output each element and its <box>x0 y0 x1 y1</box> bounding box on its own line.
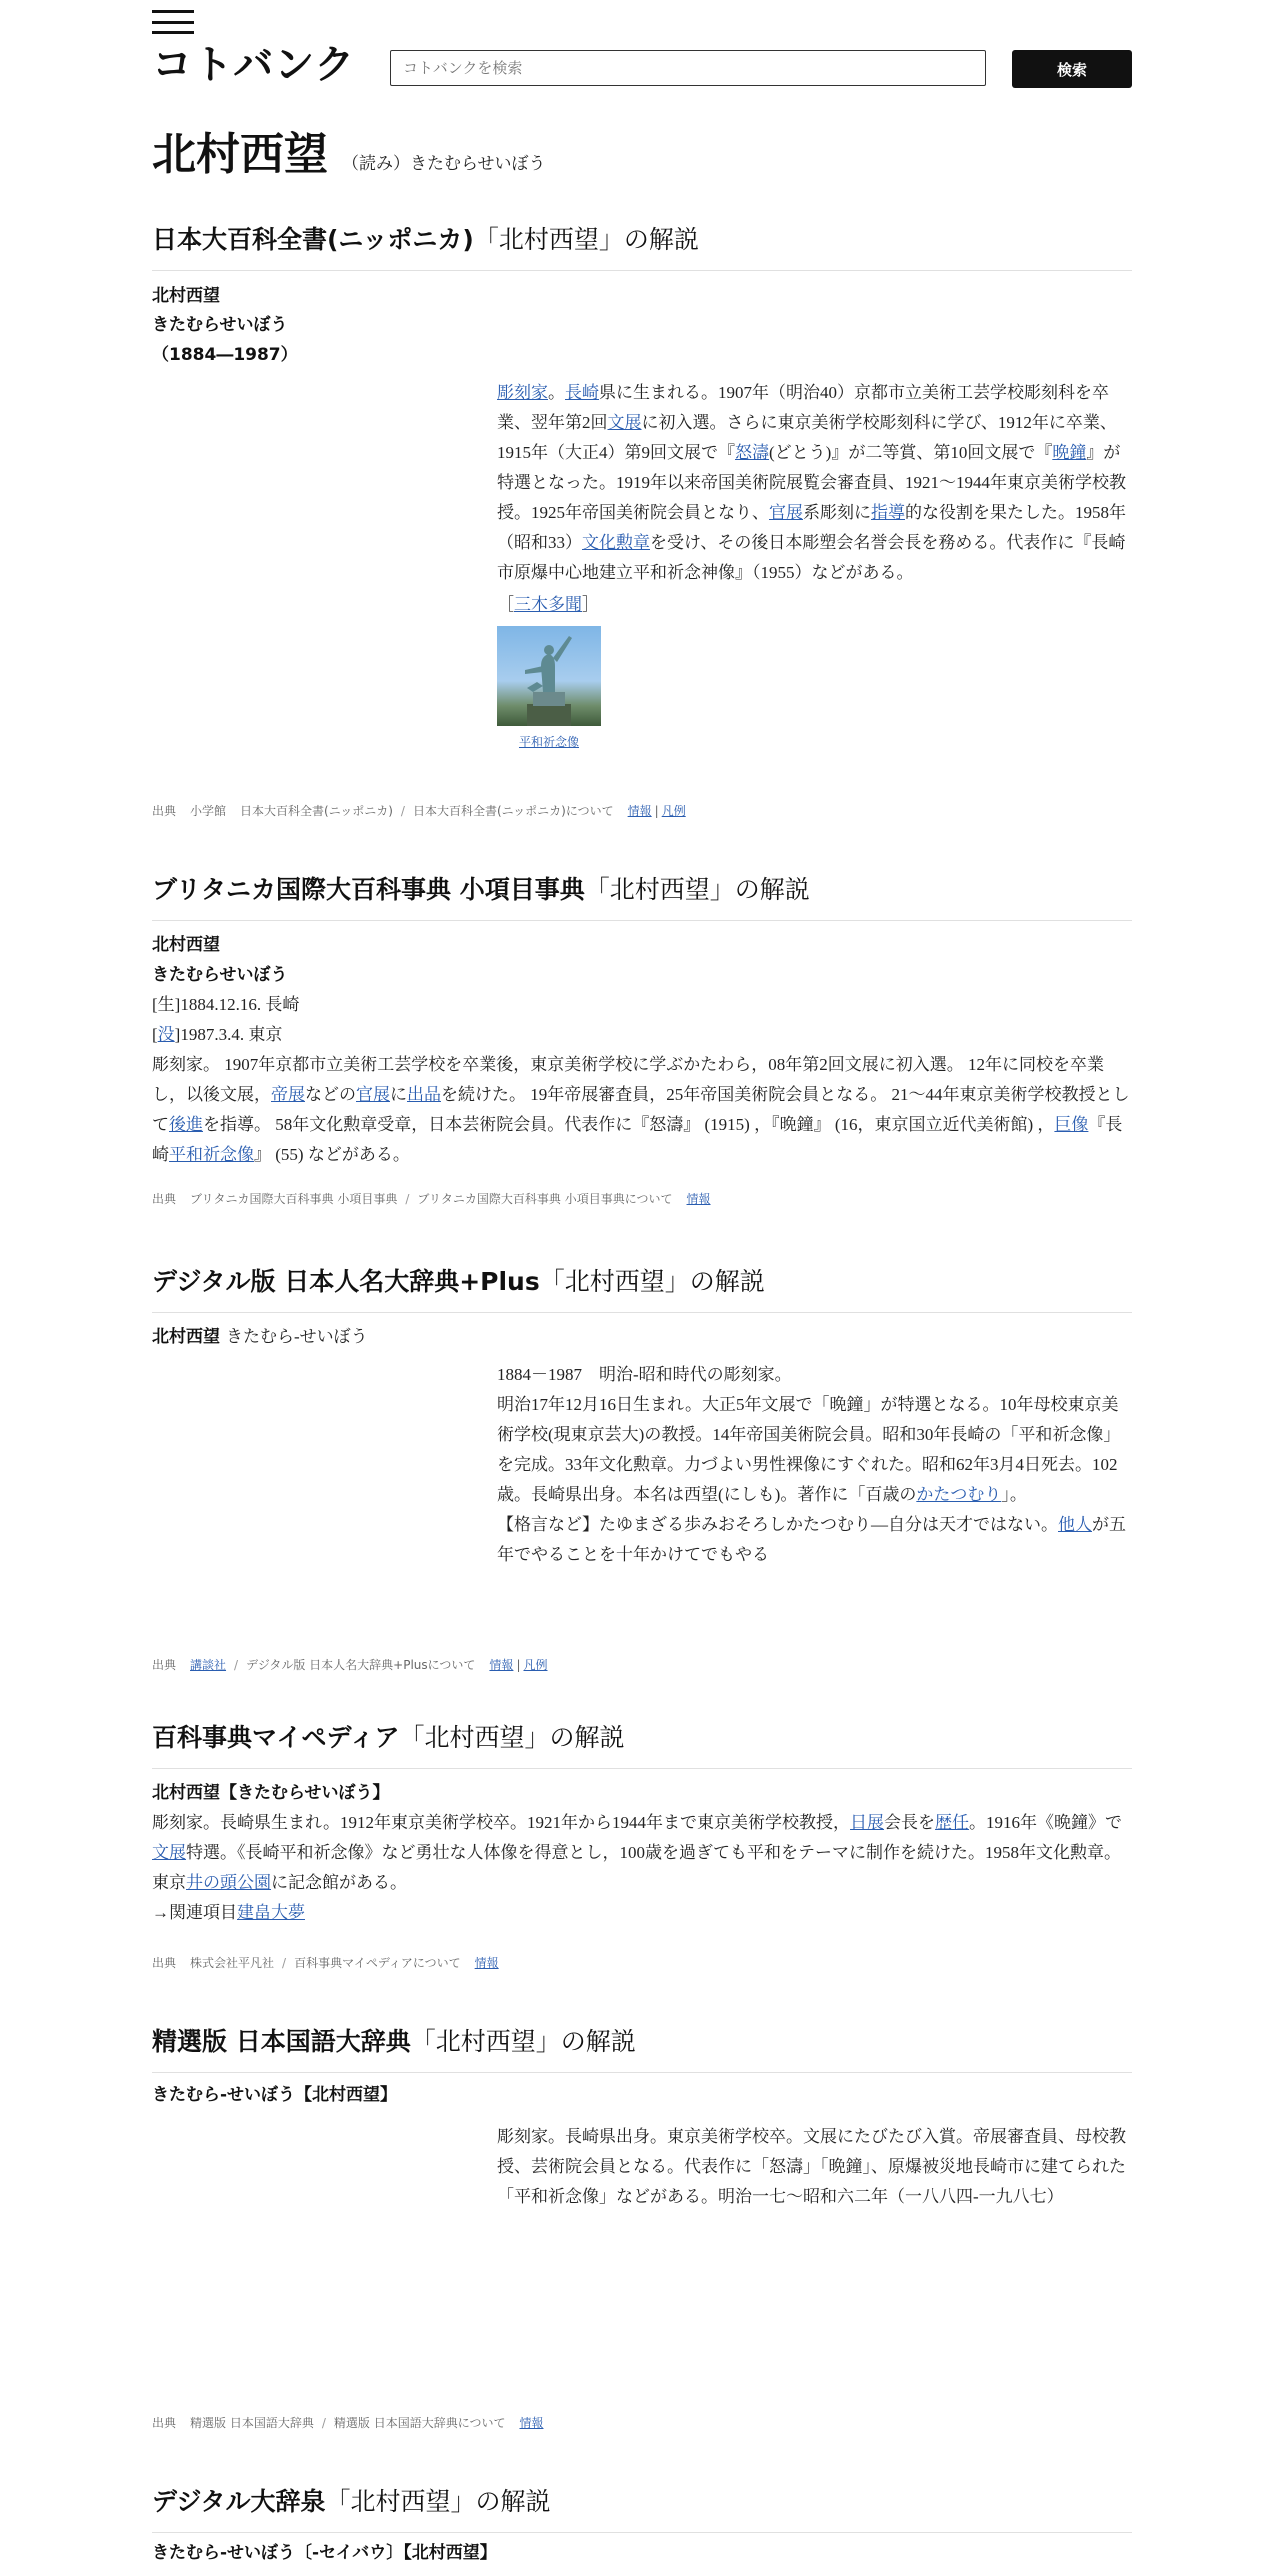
section-title <box>152 1718 1132 1769</box>
link-tanin[interactable]: 他人 <box>1058 1515 1092 1534</box>
text: 【格言など】たゆまざる歩みおそろしかたつむり―自分は天才ではない。 <box>497 1515 1058 1534</box>
section-title-suffix: 「北村西望」の解説 <box>399 1723 625 1752</box>
text: 彫刻家。長崎県生まれ。1912年東京美術学校卒。1921年から1944年まで東京美術学校教授， <box>152 1813 851 1832</box>
section-title-suffix: 「北村西望」の解説 <box>584 875 810 904</box>
source-name: 精選版 日本国語大辞典 <box>190 2416 314 2430</box>
section-title-suffix: 「北村西望」の解説 <box>473 225 699 254</box>
entry-heading: 北村西望【きたむらせいぼう】 <box>152 1783 390 1803</box>
section-source-name: 百科事典マイペディア <box>152 1723 400 1752</box>
bracket: [ <box>152 1025 158 1044</box>
entry-summary: 1884－1987 明治-昭和時代の彫刻家。 <box>497 1365 792 1384</box>
source-label: 出典 <box>152 1956 177 1970</box>
link-bunten[interactable]: 文展 <box>152 1843 186 1862</box>
text: 明治17年12月16日生まれ。大正5年文展で「晩鐘」が特選となる。10年母校東京美術学校(現東京芸大)の教授。14年帝国美術院会員。昭和30年長崎の「平和祈念像」を完成。33年文化勲章。力づよい男性裸像にすぐれた。昭和62年3月4日死去。102歳。長崎県出身。本名は西望(にしも)。著作に「百歳の <box>497 1395 1121 1504</box>
bracket: ］ <box>582 595 599 614</box>
entry-kana: きたむら-せいぼう <box>226 1327 368 1346</box>
section-title <box>152 220 1132 271</box>
statue-photo[interactable] <box>497 626 601 726</box>
link-teiten[interactable]: 帝展 <box>271 1085 305 1104</box>
source-name: 日本大百科全書(ニッポニカ) <box>240 804 393 818</box>
entry-born: [生]1884.12.16. 長崎 <box>152 995 300 1014</box>
source-line: 出典 精選版 日本国語大辞典 / 精選版 日本国語大辞典について 情報 <box>152 2416 544 2430</box>
section-title <box>152 870 1132 921</box>
link-doto[interactable]: 怒濤 <box>735 443 769 462</box>
section-title <box>152 2482 1132 2533</box>
text: を指導。 58年文化勲章受章，日本芸術院会員。代表作に『怒濤』 (1915) ，『晩鐘』 (16，東京国立近代美術館) ， <box>203 1115 1055 1134</box>
text: 県に生まれる。1907年（明治40）京都市立美術工芸学校彫刻科を卒業、翌年第2回 <box>497 383 1109 432</box>
source-about: デジタル版 日本人名大辞典+Plusについて <box>246 1658 476 1672</box>
site-header <box>152 0 1132 100</box>
text: ]1987.3.4. 東京 <box>174 1025 283 1044</box>
text: に初入選。さらに東京美術学校彫刻科に学び、1912年に卒業、1915年（大正4）第9回文展で『 <box>497 413 1117 462</box>
related-items <box>152 1898 1132 1928</box>
source-name: ブリタニカ国際大百科事典 小項目事典 <box>190 1192 398 1206</box>
entry-motto <box>497 1510 1132 1570</box>
link-katatsumuri[interactable]: かたつむり <box>916 1485 1002 1504</box>
entry-heading <box>152 1322 368 1352</box>
entry-kana: きたむらせいぼう <box>152 965 288 985</box>
entry-heading <box>152 282 298 370</box>
divider: | <box>516 1658 521 1672</box>
source-publisher: 株式会社平凡社 <box>190 1956 275 1970</box>
author-credit <box>497 590 1132 620</box>
section-daijisen <box>152 2482 1132 2563</box>
text: 。 <box>548 383 565 402</box>
section-source-name: デジタル大辞泉 <box>152 2487 326 2516</box>
source-about: 精選版 日本国語大辞典について <box>333 2416 506 2430</box>
source-line: 出典 株式会社平凡社 / 百科事典マイペディアについて 情報 <box>152 1956 499 1970</box>
text: 会長を <box>884 1813 936 1832</box>
search-input[interactable] <box>390 50 986 86</box>
source-about: 日本大百科全書(ニッポニカ)について <box>412 804 614 818</box>
link-koushin[interactable]: 後進 <box>169 1115 203 1134</box>
section-source-name: 日本大百科全書(ニッポニカ) <box>152 225 474 254</box>
source-label: 出典 <box>152 804 177 818</box>
link-heiwa-kinenzo[interactable]: 平和祈念像 <box>169 1145 254 1164</box>
author-link[interactable]: 三木多聞 <box>514 595 582 614</box>
text: 」。 <box>1001 1485 1027 1504</box>
entry-died <box>152 1020 1132 1050</box>
text: 。1916年《晩鐘》で <box>969 1813 1123 1832</box>
link-bunka-kunsho[interactable]: 文化勲章 <box>582 533 650 552</box>
text: (どとう)』が二等賞、第10回文展で『 <box>769 443 1053 462</box>
section-title-suffix: 「北村西望」の解説 <box>410 2027 636 2056</box>
entry-years: （1884―1987） <box>152 345 298 365</box>
link-rekinin[interactable]: 歴任 <box>935 1813 970 1832</box>
entry-heading: きたむら‐せいぼう〔‐セイバウ〕【北村西望】 <box>152 2543 497 2563</box>
text: 』 (55) などがある。 <box>254 1145 410 1164</box>
text: 『長崎 <box>152 1115 1123 1164</box>
search-button[interactable]: 検索 <box>1012 50 1132 88</box>
link-shido[interactable]: 指導 <box>871 503 905 522</box>
text: が五年でやることを十年かけてでもやる <box>497 1515 1126 1564</box>
link-nitten[interactable]: 日展 <box>850 1813 885 1832</box>
link-inokashira-park[interactable]: 井の頭公園 <box>186 1873 271 1892</box>
image-caption-link[interactable]: 平和祈念像 <box>518 735 579 749</box>
legend-link[interactable]: 凡例 <box>661 804 686 818</box>
page-heading <box>152 118 546 182</box>
site-logo[interactable]: コトバンク <box>152 42 356 88</box>
link-kanten[interactable]: 官展 <box>769 503 803 522</box>
info-link[interactable]: 情報 <box>474 1956 499 1970</box>
section-title-suffix: 「北村西望」の解説 <box>325 2487 551 2516</box>
entry-body: 彫刻家。長崎県出身。東京美術学校卒。文展にたびたび入賞。帝展審査員、母校教授、芸術院会員となる。代表作に「怒濤」「晩鐘」、原爆被災地長崎市に建てられた「平和祈念像」などがある。明治一七～昭和六二年（一八八四‐一九八七） <box>497 2127 1126 2206</box>
entry-kana: きたむらせいぼう <box>152 315 288 335</box>
link-bansho[interactable]: 晩鐘 <box>1052 443 1087 462</box>
section-title-suffix: 「北村西望」の解説 <box>539 1267 765 1296</box>
entry-body <box>152 1778 1132 1928</box>
page-reading: （読み）きたむらせいぼう <box>342 154 546 174</box>
text: 特選。《長崎平和祈念像》など勇壮な人体像を得意とし，100歳を過ぎても平和をテーマに制作を続けた。1958年文化勲章。東京 <box>152 1843 1121 1892</box>
section-jinmei <box>152 1262 1132 1672</box>
info-link[interactable]: 情報 <box>489 1658 514 1672</box>
related-link[interactable]: 建畠大夢 <box>237 1903 305 1922</box>
section-source-name: デジタル版 日本人名大辞典+Plus <box>152 1267 540 1296</box>
source-line: 出典 講談社 / デジタル版 日本人名大辞典+Plusについて 情報 | 凡例 <box>152 1658 548 1672</box>
link-kanten[interactable]: 官展 <box>356 1085 390 1104</box>
source-line: 出典 ブリタニカ国際大百科事典 小項目事典 / ブリタニカ国際大百科事典 小項目事典について 情報 <box>152 1192 711 1206</box>
entry-name: 北村西望 <box>152 1327 220 1347</box>
divider: | <box>654 804 659 818</box>
bracket: ［ <box>497 595 514 614</box>
section-britannica <box>152 870 1132 1206</box>
entry-description <box>152 1808 1132 1898</box>
source-label: 出典 <box>152 1192 177 1206</box>
text: を続けた。 19年帝展審査員，25年帝国美術院会員となる。 21～44年東京美術学校教授として <box>152 1085 1130 1134</box>
source-publisher-link[interactable]: 講談社 <box>190 1658 227 1672</box>
link-kyozo[interactable]: 巨像 <box>1054 1115 1089 1134</box>
text: などの <box>305 1085 356 1104</box>
content-container <box>152 0 1132 2563</box>
info-link[interactable]: 情報 <box>686 1192 711 1206</box>
entry-description <box>152 1050 1132 1170</box>
section-nipponica <box>152 220 1132 818</box>
section-source-name: 精選版 日本国語大辞典 <box>152 2027 411 2056</box>
section-title <box>152 1262 1132 1313</box>
info-link[interactable]: 情報 <box>627 804 652 818</box>
source-label: 出典 <box>152 1658 177 1672</box>
entry-description <box>497 1390 1132 1510</box>
source-about: ブリタニカ国際大百科事典 小項目事典について <box>417 1192 673 1206</box>
text: に <box>390 1085 407 1104</box>
link-shuppin[interactable]: 出品 <box>407 1085 441 1104</box>
text: 系彫刻に <box>803 503 871 522</box>
menu-icon[interactable] <box>152 10 194 34</box>
section-title <box>152 2022 1132 2073</box>
source-publisher: 小学館 <box>190 804 227 818</box>
page-title: 北村西望 <box>152 129 328 180</box>
info-link[interactable]: 情報 <box>519 2416 544 2430</box>
section-kokugo <box>152 2022 1132 2430</box>
image-figure <box>497 626 601 756</box>
section-mypedia <box>152 1718 1132 1970</box>
entry-body <box>497 378 1132 756</box>
source-about: 百科事典マイペディアについて <box>294 1956 461 1970</box>
text: を受け、その後日本彫塑会名誉会長を務める。代表作に『長崎市原爆中心地建立平和祈念神像』（1955）などがある。 <box>497 533 1126 582</box>
text: 的な役割を果たした。1958年（昭和33） <box>497 503 1126 552</box>
source-line: 出典 小学館 日本大百科全書(ニッポニカ) / 日本大百科全書(ニッポニカ)について 情報 | 凡例 <box>152 804 686 818</box>
link-botsu[interactable]: 没 <box>157 1025 175 1044</box>
text: 』が特選となった。1919年以来帝国美術院展覧会審査員、1921～1944年東京美術学校教授。1925年帝国美術院会員となり、 <box>497 443 1126 522</box>
link-chokokuka[interactable]: 彫刻家 <box>497 383 548 402</box>
source-label: 出典 <box>152 2416 177 2430</box>
entry-name: 北村西望 <box>152 935 220 955</box>
entry-name: 北村西望 <box>152 286 220 306</box>
entry-heading: きたむら‐せいぼう【北村西望】 <box>152 2085 398 2105</box>
legend-link[interactable]: 凡例 <box>523 1658 548 1672</box>
entry-body <box>497 1360 1132 1570</box>
related-label: →関連項目 <box>152 1903 237 1922</box>
text: 彫刻家。 1907年京都市立美術工芸学校を卒業後，東京美術学校に学ぶかたわら，08年第2回文展に初入選。 12年に同校を卒業し，以後文展， <box>152 1055 1104 1104</box>
entry-body <box>152 930 1132 1170</box>
link-bunten[interactable]: 文展 <box>607 413 642 432</box>
text: に記念館がある。 <box>271 1873 407 1892</box>
section-source-name: ブリタニカ国際大百科事典 小項目事典 <box>152 875 585 904</box>
link-nagasaki[interactable]: 長崎 <box>565 383 599 402</box>
